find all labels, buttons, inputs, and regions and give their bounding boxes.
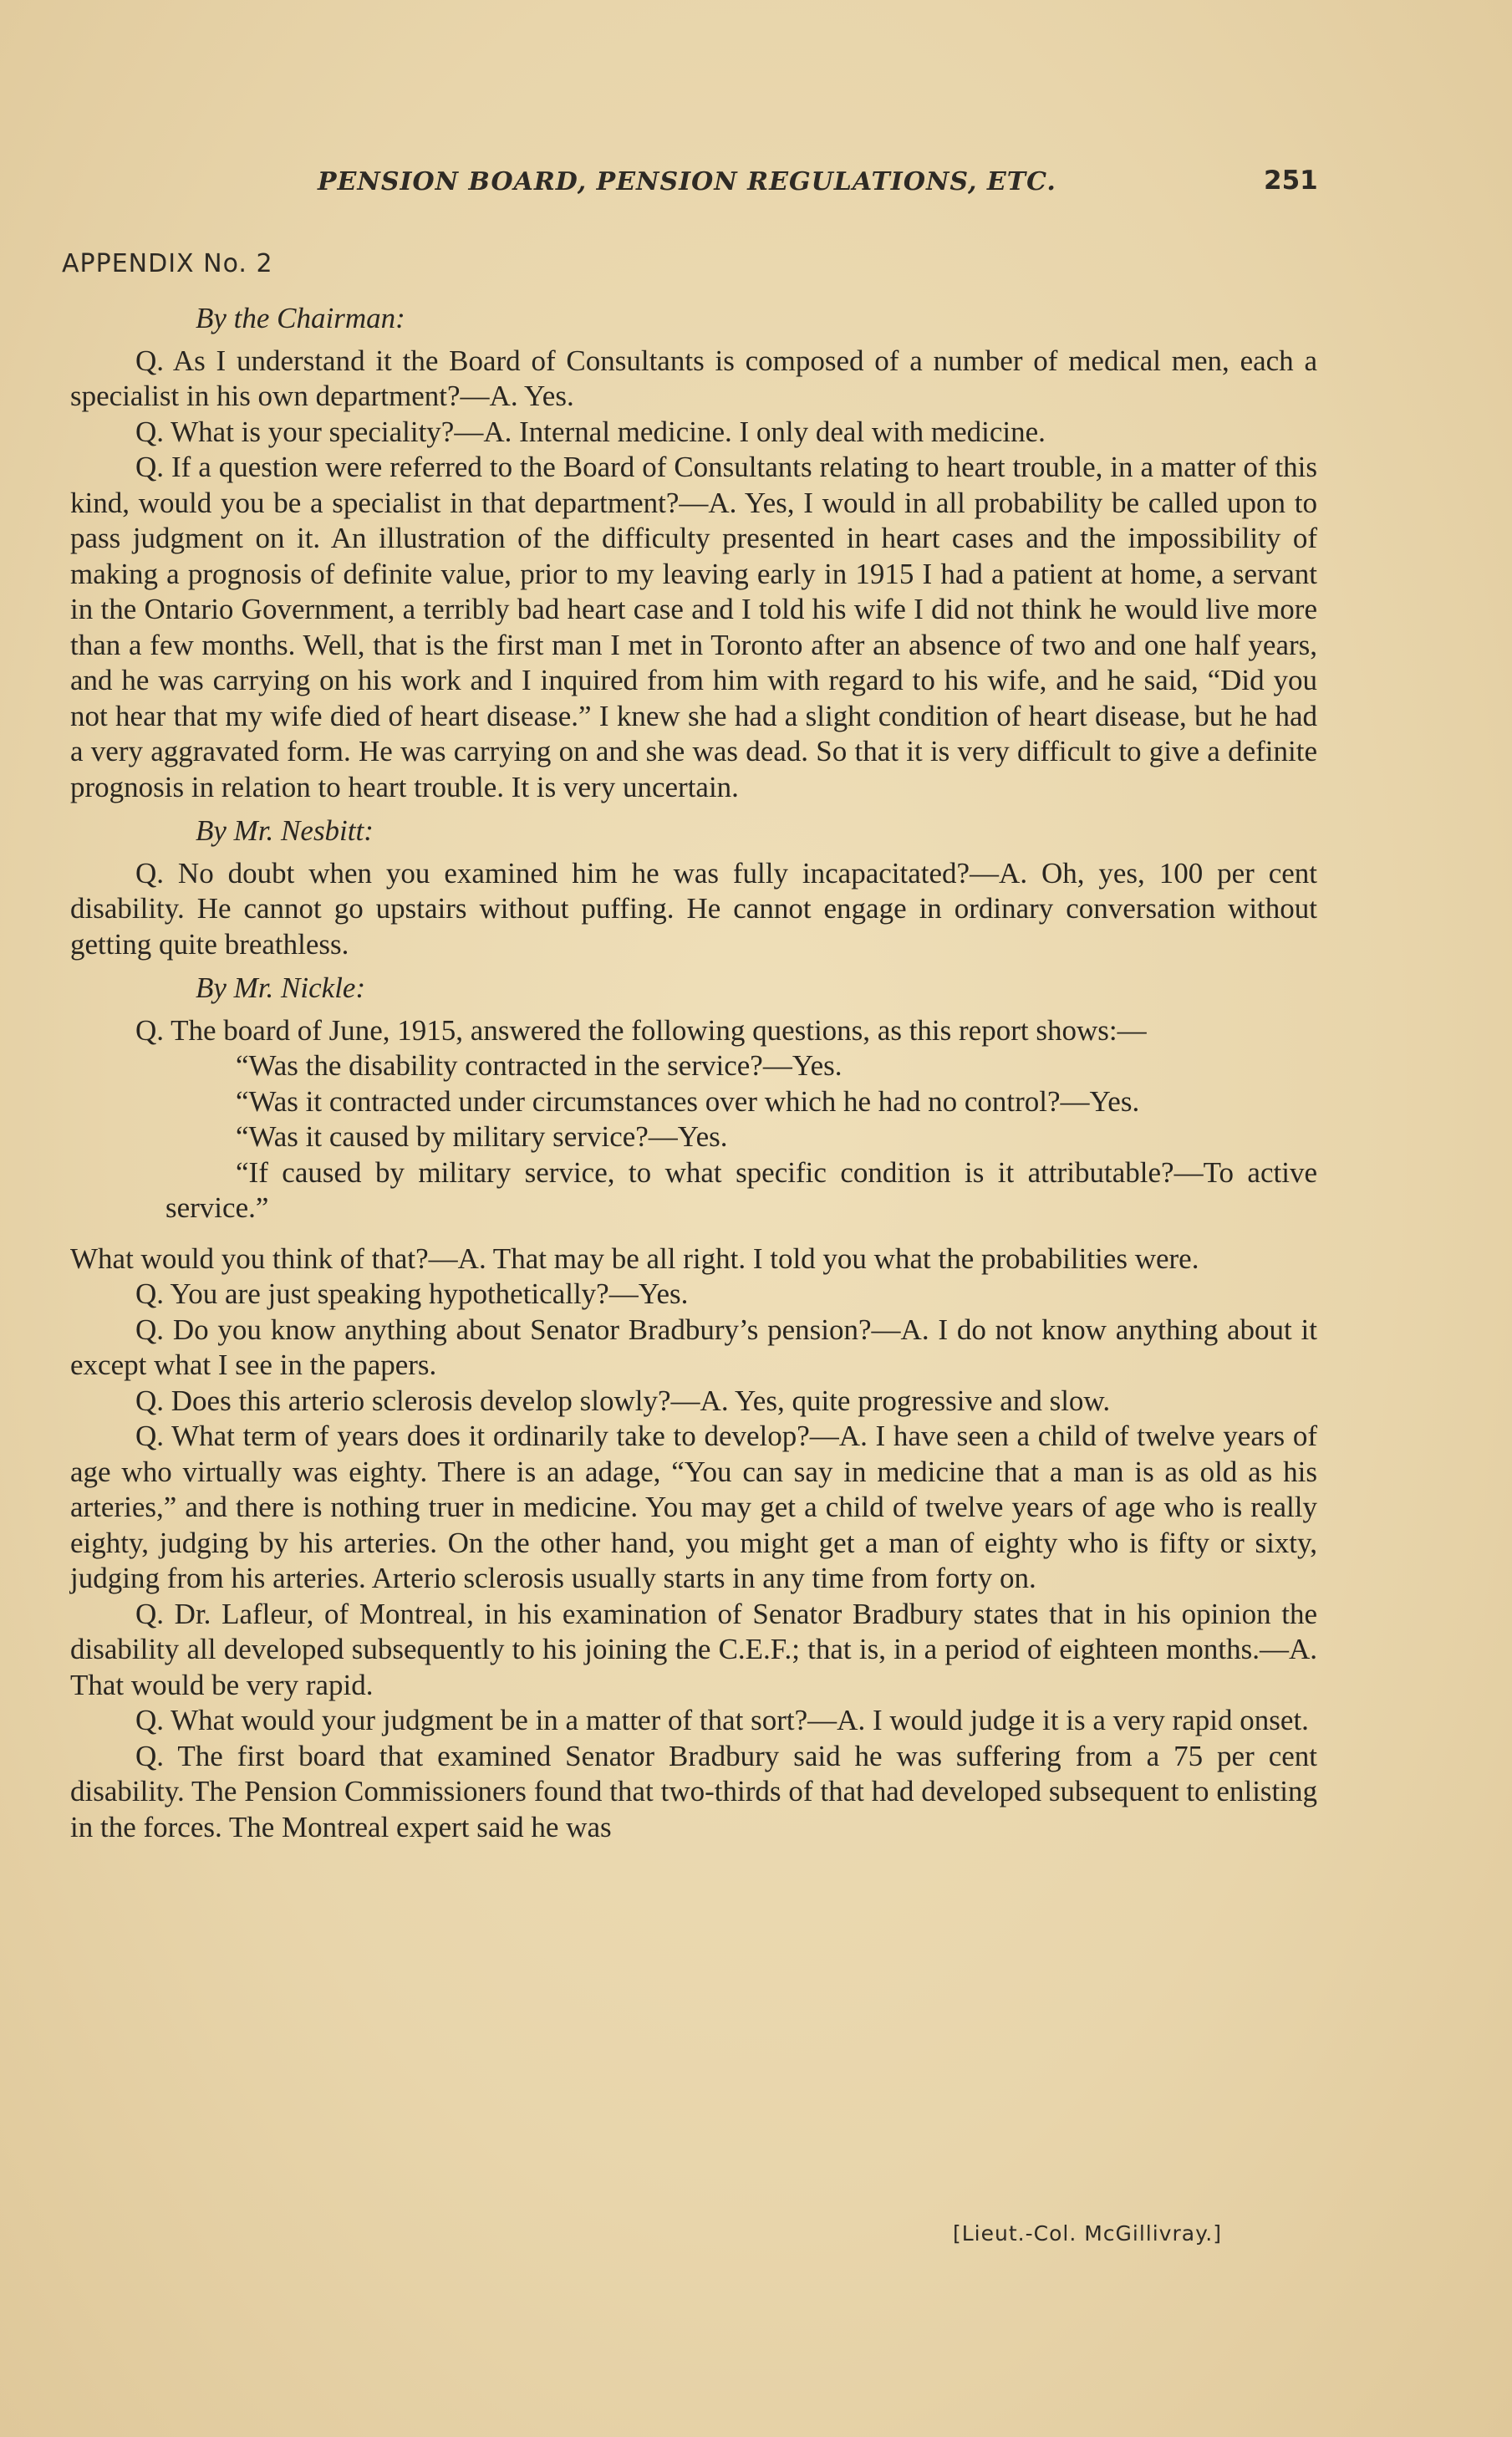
page-number: 251 bbox=[1264, 166, 1318, 196]
paragraph: Q. You are just speaking hypothetically?—Yes. bbox=[135, 1277, 689, 1310]
speaker-heading: By Mr. Nickle: bbox=[196, 971, 366, 1004]
speaker-heading: By Mr. Nesbitt: bbox=[196, 814, 374, 847]
paragraph: Q. Dr. Lafleur, of Montreal, in his examination of Senator Bradbury states that in his opinion the disability all developed subsequently to his joining the C.E.F.; that is, in a period of eighteen months.—A. That would be very rapid. bbox=[70, 1597, 1317, 1701]
paragraph: Q. What is your speciality?—A. Internal medicine. I only deal with medicine. bbox=[135, 415, 1046, 448]
paragraph: Q. If a question were referred to the Board of Consultants relating to heart trouble, in a matter of this kind, would you be a specialist in that department?—A. Yes, I would in all probability be called upon to pass judgment on it. An illustration of the difficulty presented in heart cases and the impossibility of making a prognosis of definite value, prior to my leaving early in 1915 I had a patient at home, a servant in the Ontario Government, a terribly bad heart case and I told his wife I did not think he would live more than a few months. Well, that is the first man I met in Toronto after an absence of two and one half years, and he was carrying on his work and I inquired from him with regard to his wife, and he said, “Did you not hear that my wife died of heart disease.” I knew she had a slight condition of heart disease, but he had a very aggravated form. He was carrying on and she was dead. So that it is very difficult to give a definite prognosis in relation to heart trouble. It is very uncertain. bbox=[70, 451, 1317, 803]
body-text bbox=[70, 293, 1317, 1845]
paragraph: Q. What would your judgment be in a matter of that sort?—A. I would judge it is a very rapid onset. bbox=[135, 1704, 1309, 1736]
quoted-question: “Was it caused by military service?—Yes. bbox=[236, 1120, 728, 1153]
paragraph: Q. The board of June, 1915, answered the following questions, as this report shows:— bbox=[135, 1013, 1147, 1047]
paragraph: Q. Do you know anything about Senator Bradbury’s pension?—A. I do not know anything about it except what I see in the papers. bbox=[70, 1313, 1317, 1381]
quoted-question: “Was the disability contracted in the service?—Yes. bbox=[236, 1049, 843, 1082]
running-title: PENSION BOARD, PENSION REGULATIONS, ETC. bbox=[318, 167, 1056, 196]
paragraph: Q. No doubt when you examined him he was fully incapacitated?—A. Oh, yes, 100 per cent disability. He cannot go upstairs without puffing. He cannot engage in ordinary conversation without getting quite breathless. bbox=[70, 856, 1317, 961]
paragraph: Q. The first board that examined Senator Bradbury said he was suffering from a 75 per cent disability. The Pension Commissioners found that two-thirds of that had developed subsequent to enlisting in the forces. The Montreal expert said he was bbox=[70, 1739, 1317, 1843]
paragraph: Q. What term of years does it ordinarily take to develop?—A. I have seen a child of twelve years of age who virtually was eighty. There is an adage, “You can say in medicine that a man is as old as his arteries,” and there is nothing truer in medicine. You may get a child of twelve years of age who is really eighty, judging by his arteries. On the other hand, you might get a man of eighty who is fifty or sixty, judging from his arteries. Arterio sclerosis usually starts in any time from forty on. bbox=[70, 1420, 1317, 1594]
quoted-questions bbox=[70, 1048, 1317, 1226]
paragraph: Q. Does this arterio sclerosis develop slowly?—A. Yes, quite progressive and slow. bbox=[135, 1384, 1111, 1417]
paragraph: Q. As I understand it the Board of Consultants is composed of a number of medical men, each a specialist in his own department?—A. Yes. bbox=[70, 344, 1317, 412]
quoted-question: “Was it contracted under circumstances over which he had no control?—Yes. bbox=[236, 1084, 1140, 1118]
speaker-heading: By the Chairman: bbox=[196, 302, 405, 334]
appendix-label: APPENDIX No. 2 bbox=[62, 249, 273, 278]
witness-footer: [Lieut.-Col. McGillivray.] bbox=[953, 2221, 1223, 2246]
quoted-question: “If caused by military service, to what specific condition is it attributable?—To active service.” bbox=[165, 1155, 1317, 1224]
paragraph: What would you think of that?—A. That may be all right. I told you what the probabilities were. bbox=[70, 1241, 1199, 1275]
